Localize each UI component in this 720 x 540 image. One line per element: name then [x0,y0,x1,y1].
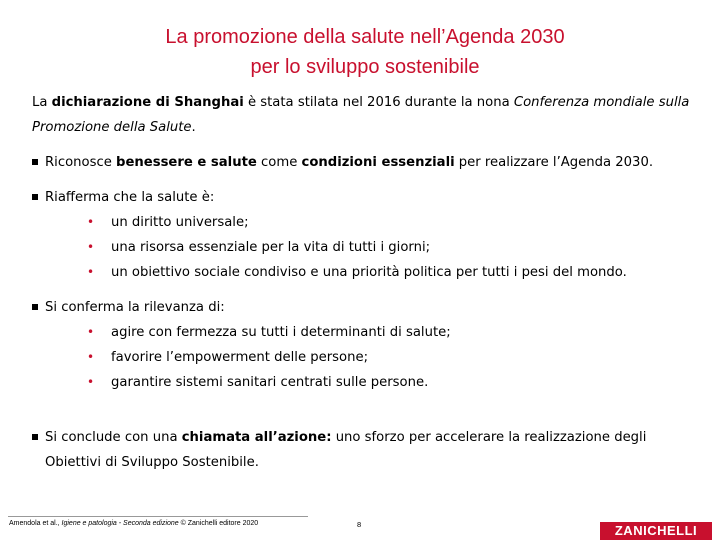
bullet-3 [32,295,702,320]
bullet-1-bold-1: benessere e salute [116,155,257,170]
sub-bullet-text: un diritto universale; [111,215,249,230]
bullet-3-text: Si conferma la rilevanza di: [45,300,225,315]
square-bullet-icon [32,434,38,440]
bullet-1-bold-2: condizioni essenziali [301,155,455,170]
intro-text-1: La [32,95,52,110]
bullet-1-text-2: come [256,155,302,170]
intro-text-2: è stata stilata nel 2016 durante la nona [243,95,514,110]
square-bullet-icon [32,304,38,310]
bullet-4-bold: chiamata all’azione: [181,430,332,445]
footer-citation [9,520,258,527]
square-bullet-icon [32,194,38,200]
slide-title [0,22,720,82]
citation-authors: Amendola et al., [9,520,62,527]
bullet-2-text: Riafferma che la salute è: [45,190,215,205]
round-bullet-icon: • [87,375,95,389]
round-bullet-icon: • [87,215,95,229]
slide-body [32,90,702,475]
bullet-4-text-2: uno sforzo per accelerare la realizzazione degli Obiettivi di Sviluppo Sostenibile. [45,430,647,470]
sub-bullet [32,345,702,370]
bullet-4 [32,425,702,475]
sub-bullet-text: agire con fermezza su tutti i determinanti di salute; [111,325,451,340]
round-bullet-icon: • [87,350,95,364]
bullet-1 [32,150,702,175]
round-bullet-icon: • [87,240,95,254]
intro-bold: dichiarazione di Shanghai [51,95,244,110]
square-bullet-icon [32,159,38,165]
round-bullet-icon: • [87,265,95,279]
slide-title-line1: La promozione della salute nell’Agenda 2030 [165,26,565,48]
sub-bullet [32,260,702,285]
intro-italic: Conferenza mondiale sulla Promozione della Salute [32,95,690,135]
sub-bullet-text: garantire sistemi sanitari centrati sulle persone. [111,375,429,390]
citation-book-title: Igiene e patologia - Seconda edizione [61,520,179,527]
intro-text-3: . [191,120,196,135]
sub-bullet [32,235,702,260]
bullet-4-text-1: Si conclude con una [45,430,182,445]
round-bullet-icon: • [87,325,95,339]
bullet-2 [32,185,702,210]
footer-divider [8,516,308,517]
slide-title-line2: per lo sviluppo sostenibile [250,56,480,78]
sub-bullet [32,210,702,235]
sub-bullet-text: una risorsa essenziale per la vita di tutti i giorni; [111,240,431,255]
intro-paragraph [32,90,702,140]
sub-bullet [32,320,702,345]
sub-bullet-text: un obiettivo sociale condiviso e una priorità politica per tutti i pesi del mondo. [111,265,627,280]
sub-bullet-text: favorire l’empowerment delle persone; [111,350,369,365]
bullet-1-text-3: per realizzare l’Agenda 2030. [454,155,654,170]
bullet-1-text-1: Riconosce [45,155,116,170]
sub-bullet [32,370,702,395]
page-number: 8 [357,520,362,529]
zanichelli-logo: ZANICHELLI [600,522,712,540]
citation-publisher: © Zanichelli editore 2020 [178,520,259,527]
